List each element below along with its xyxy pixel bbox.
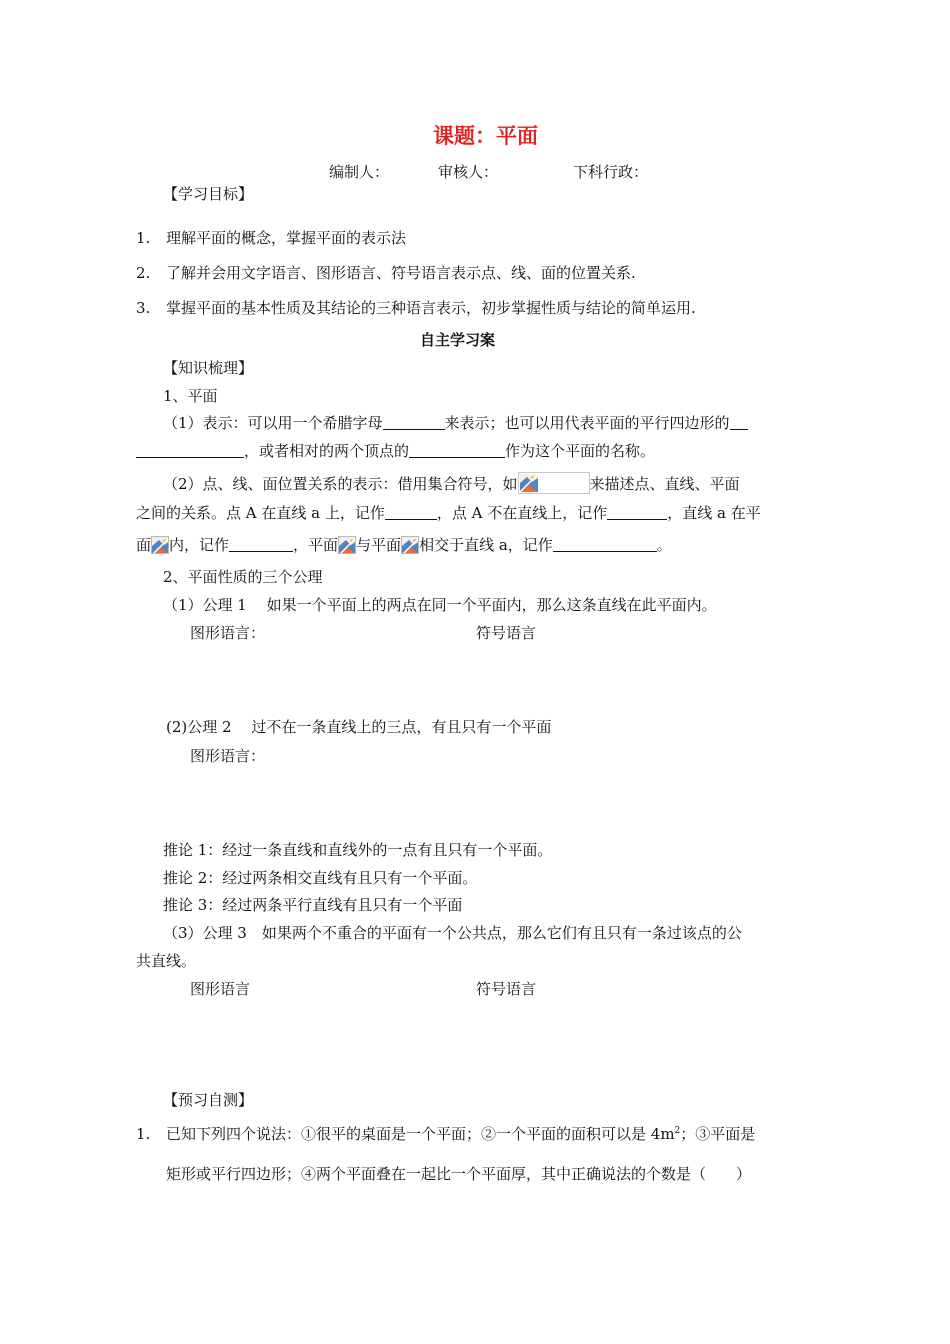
q1-text-b: ；③平面是 [680,1125,756,1143]
p2-text-i: 与平面 [356,536,402,554]
p2-text-g: 内，记作 [169,536,230,554]
axiom-1: （1）公理 1 如果一个平面上的两点在同一个平面内，那么这条直线在此平面内。 [163,596,717,614]
q1-text-a: 已知下列四个说法：①很平的桌面是一个平面；②一个平面的面积可以是 4m [166,1125,675,1143]
p2-text-k: 。 [656,536,672,554]
broken-image-icon [520,474,538,492]
axiom-1-graph-label: 图形语言： [190,624,266,642]
question-1-line-1 [166,1124,755,1144]
section-1-title: 1、平面 [163,387,218,405]
axiom-3-line-2: 共直线。 [136,952,197,970]
blank-greek-letter[interactable] [383,414,445,430]
axiom-2-graph-label: 图形语言： [190,747,266,765]
paragraph-1-line-1 [163,413,748,433]
corollary-3: 推论 3：经过两条平行直线有且只有一个平面 [163,896,463,914]
corollary-1: 推论 1：经过一条直线和直线外的一点有且只有一个平面。 [163,841,553,859]
broken-image-icon [151,536,169,554]
axiom-2: (2)公理 2 过不在一条直线上的三点，有且只有一个平面 [166,718,552,736]
section-2-title: 2、平面性质的三个公理 [163,568,323,586]
p1-text-c: ，或者相对的两个顶点的 [244,442,410,460]
broken-image-icon [338,536,356,554]
reviewer-label: 审核人： [438,163,499,181]
q1-superscript: 2 [674,1126,681,1136]
p2-text-c: 之间的关系。点 A 在直线 a 上，记作 [136,504,385,522]
question-1-num: 1. [136,1125,151,1143]
admin-label: 下科行政： [573,163,649,181]
axiom-3-symbol-label: 符号语言 [476,980,537,998]
objectives-heading: 【学习目标】 [163,185,254,203]
question-1-line-2: 矩形或平行四边形；④两个平面叠在一起比一个平面厚，其中正确说法的个数是（ ） [166,1165,752,1183]
axiom-1-symbol-label: 符号语言 [476,624,537,642]
objective-num-3: 3. [136,299,151,317]
blank-point-not-on-line[interactable] [607,504,667,520]
paragraph-1-line-2 [136,441,655,461]
corollary-2: 推论 2：经过两条相交直线有且只有一个平面。 [163,869,478,887]
blank-point-on-line[interactable] [385,504,437,520]
objective-num-2: 2. [136,264,151,282]
paragraph-2-line-3 [136,535,672,555]
paragraph-2-line-2 [136,503,761,523]
review-heading: 【知识梳理】 [163,359,254,377]
page-title: 课题：平面 [433,124,538,148]
self-study-heading: 自主学习案 [420,331,496,349]
p1-text-a: （1）表示：可以用一个希腊字母 [163,414,383,432]
p2-text-h: ，平面 [293,536,339,554]
blank-line-in-plane[interactable] [229,536,293,552]
blank-planes-intersect[interactable] [553,536,657,552]
p2-text-d: ，点 A 不在直线上，记作 [436,504,608,522]
blank-parallelogram-letters-b[interactable] [136,442,244,458]
paragraph-2-line-1 [163,472,740,494]
axiom-3-line-1: （3）公理 3 如果两个不重合的平面有一个公共点，那么它们有且只有一条过该点的公 [163,924,742,942]
p1-text-d: 作为这个平面的名称。 [505,442,656,460]
objective-num-1: 1. [136,229,151,247]
p2-text-f: 面 [136,536,152,554]
pretest-heading: 【预习自测】 [163,1091,254,1109]
p2-text-a: （2）点、线、面位置关系的表示：借用集合符号，如 [163,475,518,493]
set-symbol-image [518,472,590,494]
p2-text-b: 来描述点、直线、平面 [589,475,740,493]
objective-text-1: 理解平面的概念，掌握平面的表示法 [166,229,407,247]
p2-text-j: 相交于直线 a，记作 [419,536,553,554]
editor-label: 编制人： [329,163,390,181]
p1-text-b: 来表示；也可以用代表平面的平行四边形的 [444,414,730,432]
objective-text-2: 了解并会用文字语言、图形语言、符号语言表示点、线、面的位置关系. [166,264,636,282]
blank-vertex-letters[interactable] [409,442,505,458]
broken-image-icon [401,536,419,554]
blank-parallelogram-letters-a[interactable] [730,414,748,430]
axiom-3-graph-label: 图形语言 [190,980,251,998]
objective-text-3: 掌握平面的基本性质及其结论的三种语言表示，初步掌握性质与结论的简单运用. [166,299,696,317]
p2-text-e: ，直线 a 在平 [667,504,761,522]
